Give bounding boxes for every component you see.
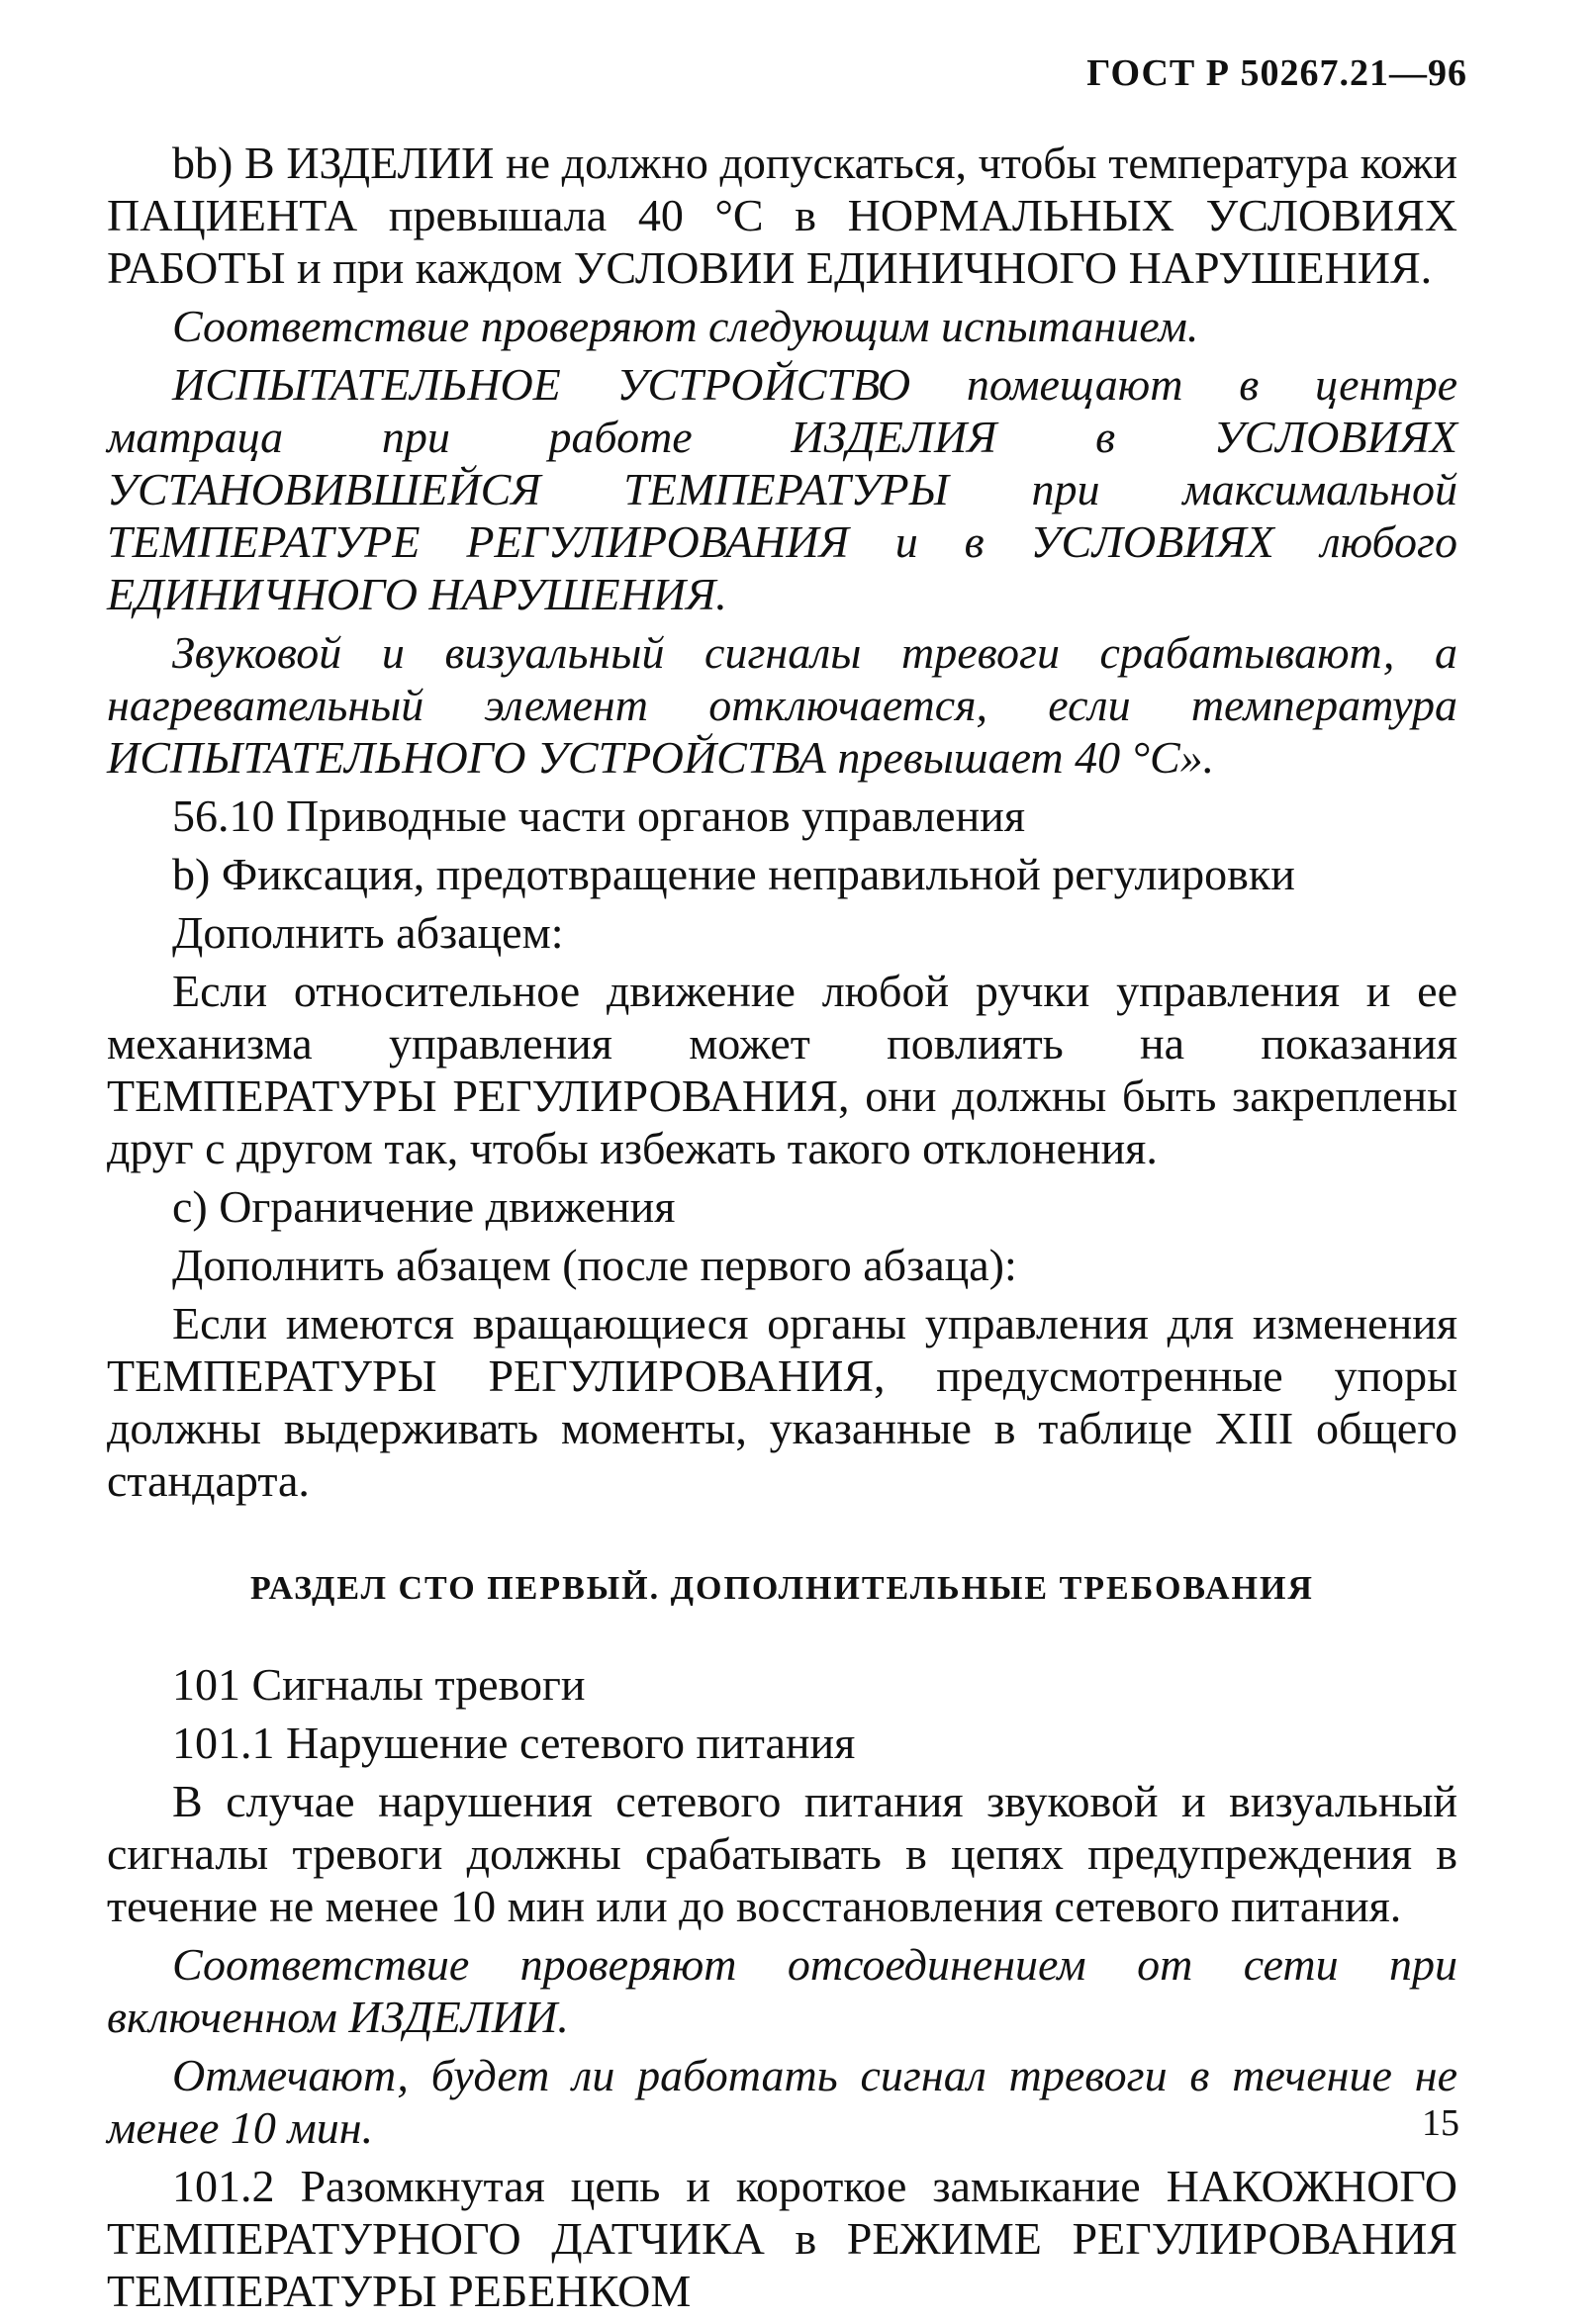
clause-101-title: 101 Сигналы тревоги [172,1659,586,1710]
clause-101-1-compliance-check: Соответствие проверяют отсоединением от сети при включенном ИЗДЕЛИИ. [107,1939,1457,2042]
paragraph-bb-alarm-condition: Звуковой и визуальный сигналы тревоги срабатывают, а нагревательный элемент отключается, если температура ИСПЫТАТЕЛЬНОГО УСТРОЙСТВА превышает 40 °С». [107,627,1457,783]
page-header-standard-number: ГОСТ Р 50267.21—96 [1086,52,1467,94]
clause-101-1-text: В случае нарушения сетевого питания звуковой и визуальный сигналы тревоги должны срабатывать в цепях предупреждения в течение не менее 10 мин или до восстановления сетевого питания. [107,1776,1457,1931]
paragraph-bb-compliance-check: Соответствие проверяют следующим испытанием. [172,301,1199,351]
document-body [107,137,1457,2323]
paragraph-bb: bb) В ИЗДЕЛИИ не должно допускаться, чтобы температура кожи ПАЦИЕНТА превышала 40 °С в НОРМАЛЬНЫХ УСЛОВИЯХ РАБОТЫ и при каждом УСЛОВИИ ЕДИНИЧНОГО НАРУШЕНИЯ. [107,138,1457,293]
clause-56-10-b-title: b) Фиксация, предотвращение неправильной регулировки [172,849,1295,899]
clause-56-10-title: 56.10 Приводные части органов управления [172,790,1025,841]
section-heading: РАЗДЕЛ СТО ПЕРВЫЙ. ДОПОЛНИТЕЛЬНЫЕ ТРЕБОВАНИЯ [250,1570,1314,1607]
clause-56-10-c-title: с) Ограничение движения [172,1181,676,1232]
clause-101-1-title: 101.1 Нарушение сетевого питания [172,1718,856,1768]
clause-56-10-b-amend: Дополнить абзацем: [172,907,564,958]
clause-56-10-c-text: Если имеются вращающиеся органы управления для изменения ТЕМПЕРАТУРЫ РЕГУЛИРОВАНИЯ, предусмотренные упоры должны выдерживать моменты, указанные в таблице XIII общего стандарта. [107,1298,1457,1506]
paragraph-bb-test-procedure: ИСПЫТАТЕЛЬНОЕ УСТРОЙСТВО помещают в центре матраца при работе ИЗДЕЛИЯ в УСЛОВИЯХ УСТАНОВИВШЕЙСЯ ТЕМПЕРАТУРЫ при максимальной ТЕМПЕРАТУРЕ РЕГУЛИРОВАНИЯ и в УСЛОВИЯХ любого ЕДИНИЧНОГО НАРУШЕНИЯ. [107,359,1457,619]
clause-101-2-title: 101.2 Разомкнутая цепь и короткое замыкание НАКОЖНОГО ТЕМПЕРАТУРНОГО ДАТЧИКА в РЕЖИМЕ РЕГУЛИРОВАНИЯ ТЕМПЕРАТУРЫ РЕБЕНКОМ [107,2161,1457,2316]
clause-101-1-note: Отмечают, будет ли работать сигнал тревоги в течение не менее 10 мин. [107,2050,1457,2153]
page-number: 15 [1422,2102,1459,2144]
clause-56-10-c-amend: Дополнить абзацем (после первого абзаца): [172,1240,1017,1290]
clause-56-10-b-text: Если относительное движение любой ручки управления и ее механизма управления может повлиять на показания ТЕМПЕРАТУРЫ РЕГУЛИРОВАНИЯ, они должны быть закреплены друг с другом так, чтобы избежать такого отклонения. [107,966,1457,1173]
